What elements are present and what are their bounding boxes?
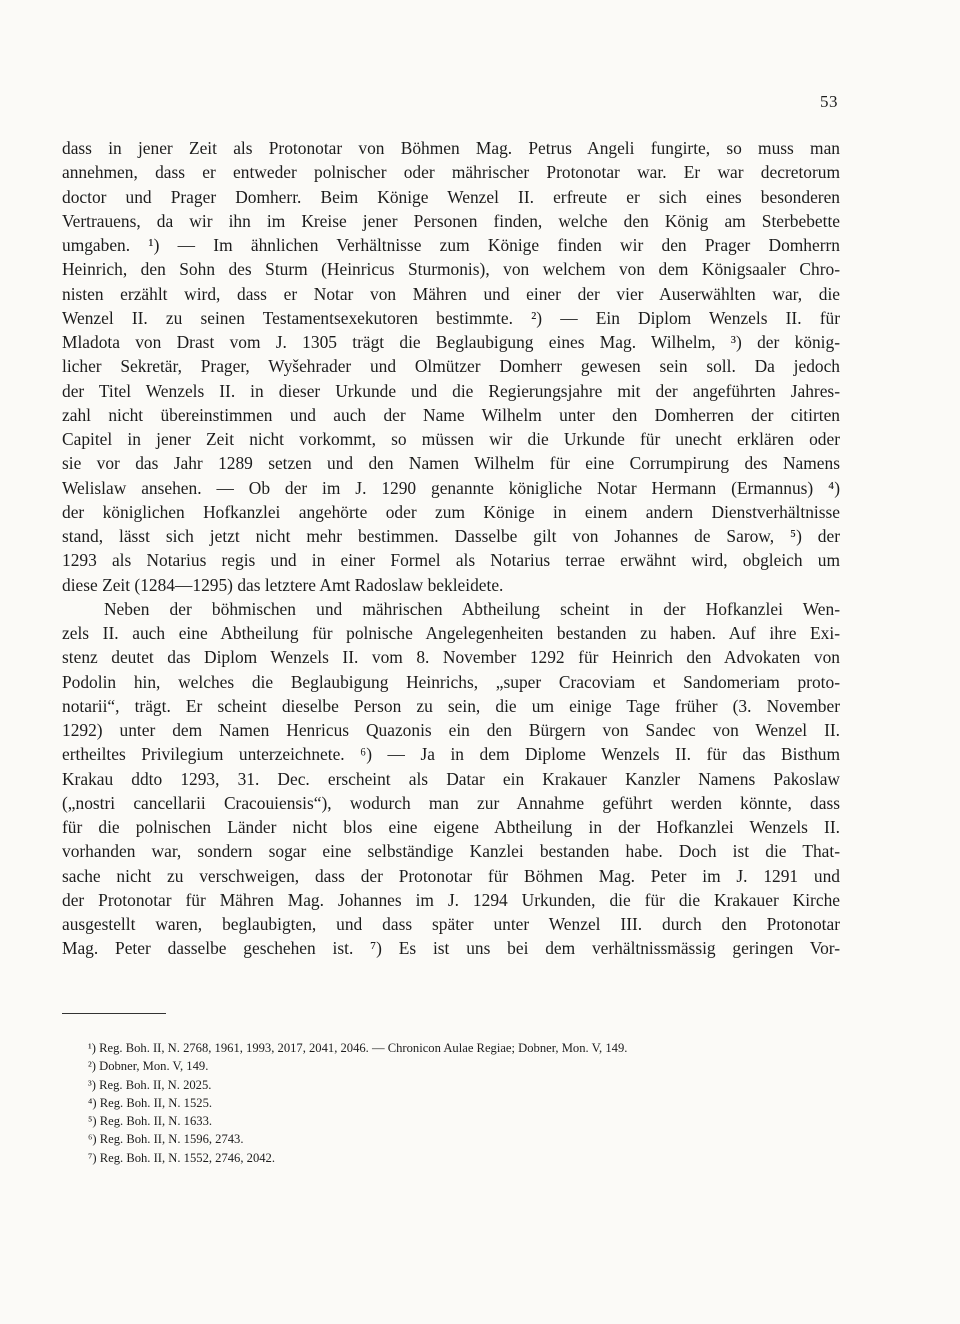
- footnote-divider: [62, 1013, 166, 1014]
- text-line: ertheiltes Privilegium unterzeichnete. ⁶) — Ja in dem Diplome Wenzels II. für das Bisthum: [62, 744, 840, 765]
- text-line: Wenzel II. zu seinen Testamentsexekutoren bestimmte. ²) — Ein Diplom Wenzels II. für: [62, 307, 840, 328]
- text-line: Krakau ddto 1293, 31. Dec. erscheint als Datar ein Krakauer Kanzler Namens Pakoslaw: [62, 768, 840, 789]
- text-line: ausgestellt waren, beglaubigten, und dass später unter Wenzel III. durch den Protonotar: [62, 914, 840, 934]
- text-line: Welislaw ansehen. — Ob der im J. 1290 genannte königliche Notar Hermann (Ermannus) ⁴): [62, 477, 840, 498]
- text-line: umgaben. ¹) — Im ähnlichen Verhältnisse zum Könige finden wir den Prager Domherrn: [62, 235, 840, 255]
- paragraph-start-line: Neben der böhmischen und mährischen Abtheilung scheint in der Hofkanzlei Wen-: [104, 598, 840, 619]
- text-line: zels II. auch eine Abtheilung für polnische Angelegenheiten bestanden zu haben. Auf ihre Exi-: [62, 623, 840, 643]
- footnote: ⁶) Reg. Boh. II, N. 1596, 2743.: [88, 1132, 244, 1147]
- footnote: ⁷) Reg. Boh. II, N. 1552, 2746, 2042.: [88, 1150, 275, 1165]
- text-line: der Protonotar für Mähren Mag. Johannes im J. 1294 Urkunden, die für die Krakauer Kirche: [62, 889, 840, 910]
- text-line: zahl nicht übereinstimmen und auch der Name Wilhelm unter den Domherren der citirten: [62, 404, 840, 425]
- text-line: („nostri cancellarii Cracouiensis“), wodurch man zur Annahme geführt werden könnte, dass: [62, 792, 840, 813]
- text-line: sache nicht zu verschweigen, dass der Protonotar für Böhmen Mag. Peter im J. 1291 und: [62, 865, 840, 886]
- text-line: sie vor das Jahr 1289 setzen und den Namen Wilhelm für eine Corrumpirung des Namens: [62, 453, 840, 474]
- footnote: ⁴) Reg. Boh. II, N. 1525.: [88, 1095, 213, 1110]
- text-line: Mag. Peter dasselbe geschehen ist. ⁷) Es ist uns bei dem verhältnissmässig geringen Vor-: [62, 938, 840, 959]
- footnote: ²) Dobner, Mon. V, 149.: [88, 1059, 209, 1074]
- text-line: 1292) unter dem Namen Henricus Quazonis ein den Bürgern von Sandec von Wenzel II.: [62, 720, 840, 740]
- text-line: notarii“, trägt. Er scheint dieselbe Person zu sein, die um einige Tage früher (3. November: [62, 695, 840, 716]
- text-line: stand, lässt sich jetzt nicht mehr bestimmen. Dasselbe gilt von Johannes de Sarow, ⁵) der: [62, 526, 840, 546]
- body-text: [62, 136, 840, 961]
- text-line: stenz deutet das Diplom Wenzels II. vom 8. November 1292 für Heinrich den Advokaten von: [62, 647, 840, 668]
- text-line: Podolin hin, welches die Beglaubigung Heinrichs, „super Cracoviam et Sandomeriam proto-: [62, 671, 840, 692]
- text-line: annehmen, dass er entweder polnischer oder mährischer Protonotar war. Er war decretorum: [62, 162, 840, 183]
- text-line: der Titel Wenzels II. in dieser Urkunde und die Regierungsjahre mit der angeführten Jahres-: [62, 380, 840, 401]
- text-line: doctor und Prager Domherr. Beim Könige Wenzel II. erfreute er sich eines besonderen: [62, 186, 840, 207]
- text-line: dass in jener Zeit als Protonotar von Böhmen Mag. Petrus Angeli fungirte, so muss man: [62, 138, 840, 158]
- text-line: vorhanden war, sondern sogar eine selbständige Kanzlei bestanden habe. Doch ist die That-: [62, 841, 840, 862]
- text-line: Capitel in jener Zeit nicht vorkommt, so müssen wir die Urkunde für unecht erklären oder: [62, 429, 840, 449]
- text-line: Heinrich, den Sohn des Sturm (Heinricus Sturmonis), von welchem von dem Königsaaler Chro-: [62, 259, 840, 280]
- footnote: ¹) Reg. Boh. II, N. 2768, 1961, 1993, 2017, 2041, 2046. — Chronicon Aulae Regiae; Dobner, Mon. V, 149.: [88, 1041, 628, 1055]
- footnote: ³) Reg. Boh. II, N. 2025.: [88, 1077, 212, 1092]
- text-line: der königlichen Hofkanzlei angehörte oder zum Könige in einem andern Dienstverhältnisse: [62, 501, 840, 522]
- text-line: für die polnischen Länder nicht blos eine eigene Abtheilung in der Hofkanzlei Wenzels II.: [62, 817, 840, 837]
- text-line: Mladota von Drast vom J. 1305 trägt die Beglaubigung eines Mag. Wilhelm, ³) der könig-: [62, 332, 840, 352]
- text-line: licher Sekretär, Prager, Wyšehrader und Olmützer Domherr gewesen sein soll. Da jedoch: [62, 356, 840, 377]
- text-line: 1293 als Notarius regis und in einer Formel als Notarius terrae erwähnt wird, obgleich um: [62, 550, 840, 571]
- footnotes: [88, 1039, 848, 1167]
- page-number: 53: [820, 92, 838, 111]
- paragraph-end-line: diese Zeit (1284—1295) das letztere Amt Radoslaw bekleidete.: [62, 574, 504, 595]
- text-line: Vertrauens, da wir ihn im Kreise jener Personen finden, welche den König am Sterbebette: [62, 210, 840, 231]
- text-line: nisten erzählt wird, dass er Notar von Mähren und einer der vier Auserwählten war, die: [62, 283, 840, 304]
- footnote: ⁵) Reg. Boh. II, N. 1633.: [88, 1114, 213, 1129]
